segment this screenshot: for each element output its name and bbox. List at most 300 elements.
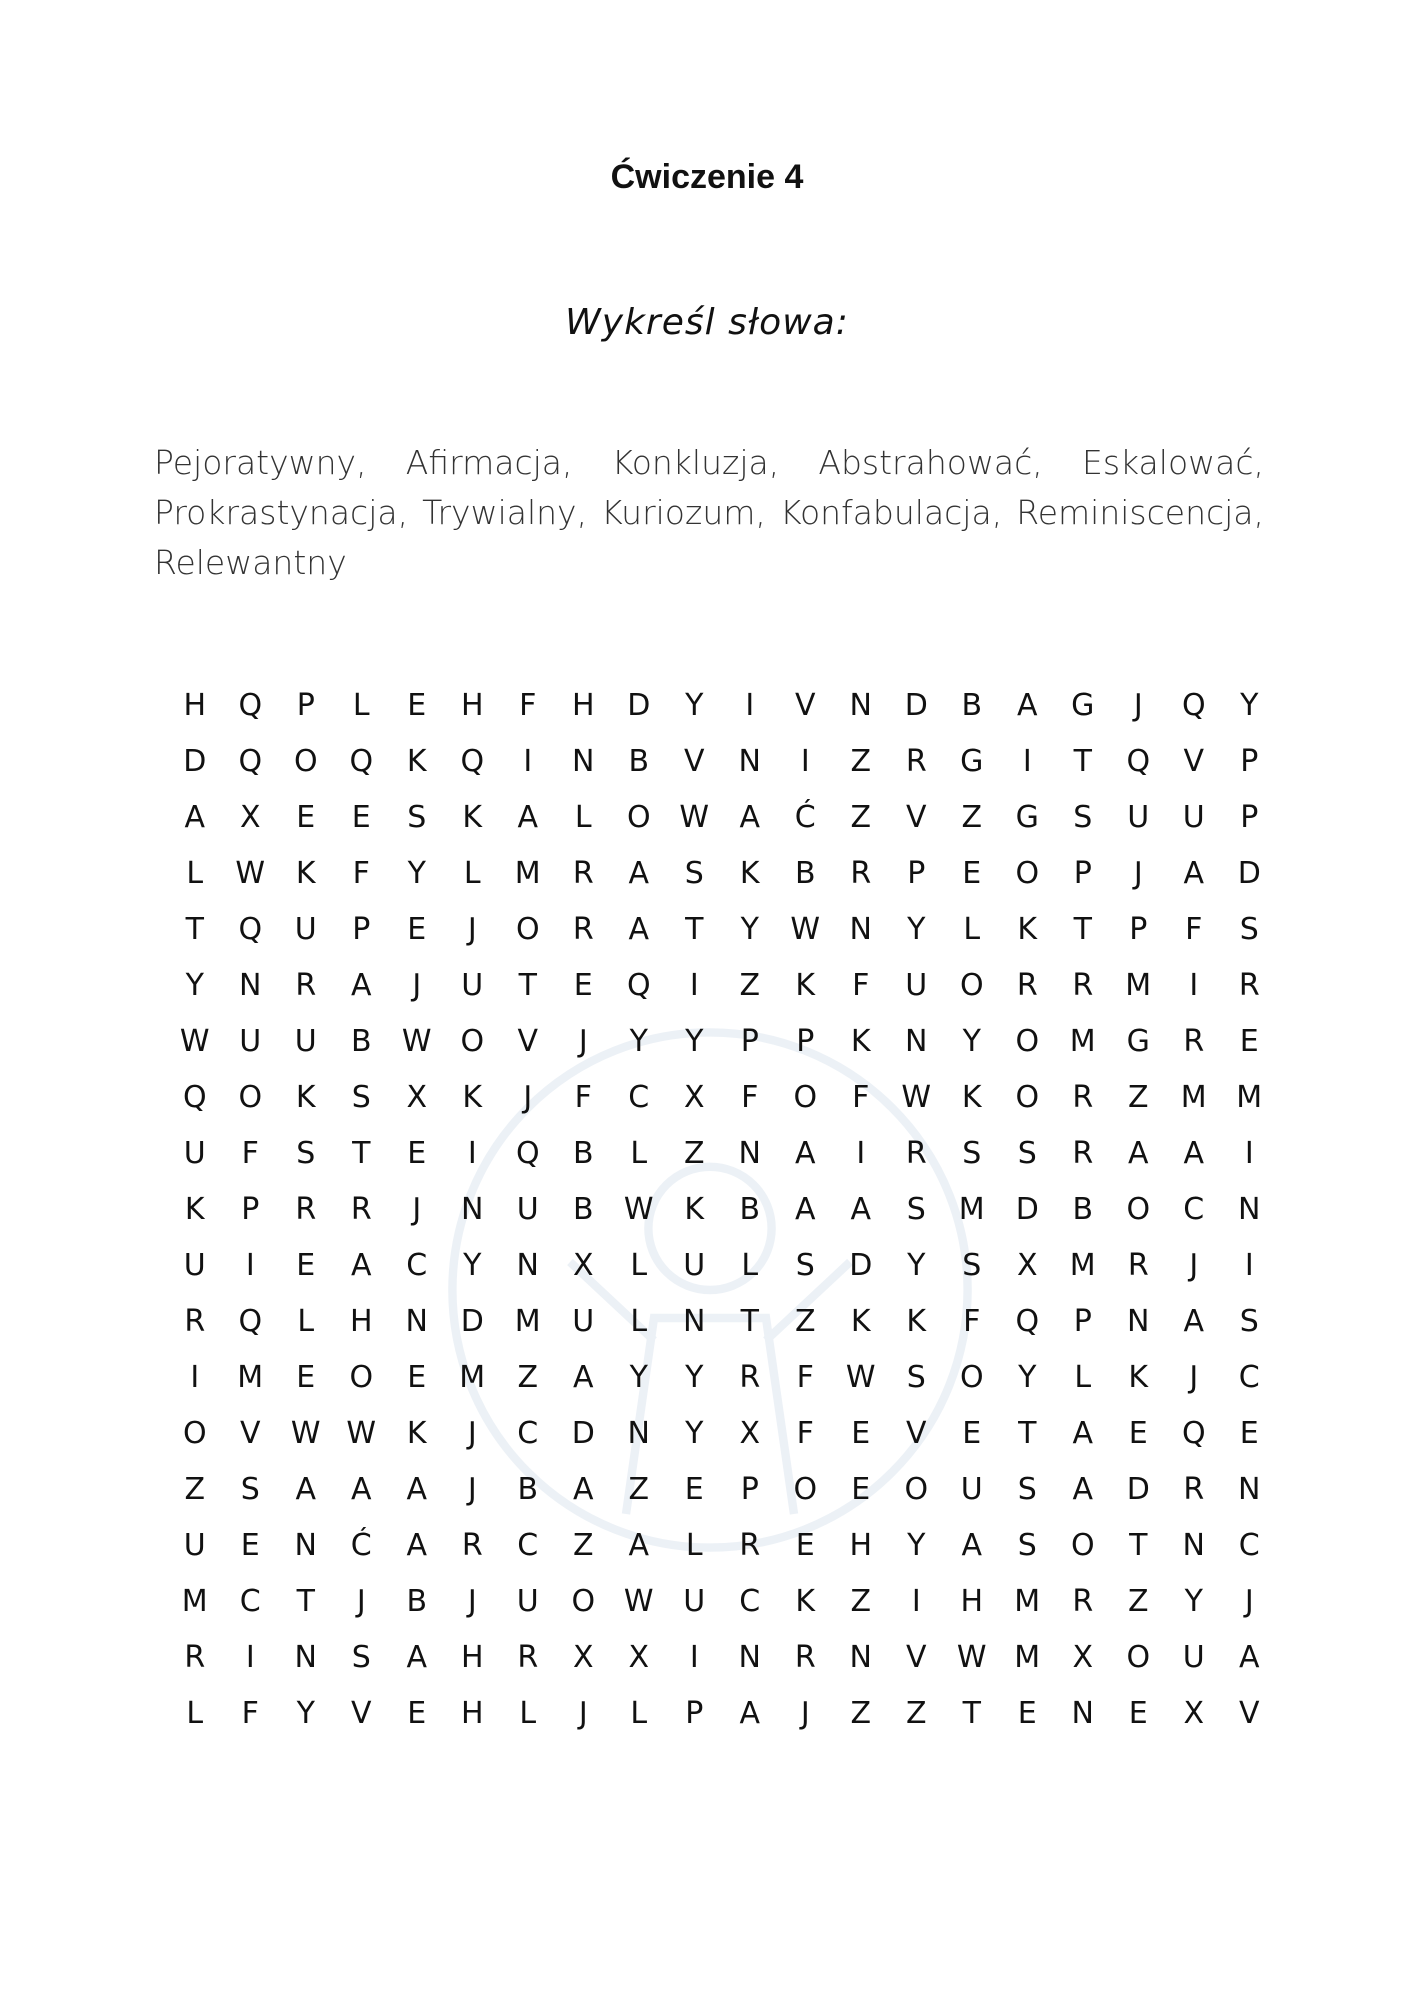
grid-cell[interactable]: T	[1073, 911, 1092, 947]
grid-cell[interactable]: Q	[238, 1303, 263, 1339]
grid-cell[interactable]: N	[849, 911, 872, 947]
grid-cell[interactable]: T	[352, 1135, 371, 1171]
grid-cell[interactable]: Z	[850, 1583, 872, 1619]
grid-cell[interactable]: P	[1073, 1303, 1092, 1339]
grid-cell[interactable]: R	[1072, 1079, 1094, 1115]
grid-cell[interactable]: J	[1133, 855, 1143, 891]
grid-cell[interactable]: E	[240, 1527, 260, 1563]
grid-cell[interactable]: R	[739, 1359, 761, 1395]
grid-cell[interactable]: K	[295, 855, 316, 891]
grid-cell[interactable]: E	[407, 1359, 427, 1395]
grid-cell[interactable]: L	[297, 1303, 315, 1339]
grid-cell[interactable]: M	[459, 1359, 486, 1395]
grid-cell[interactable]: G	[1015, 799, 1039, 835]
grid-cell[interactable]: N	[239, 967, 262, 1003]
grid-cell[interactable]: U	[461, 967, 484, 1003]
grid-cell[interactable]: L	[186, 855, 204, 891]
grid-cell[interactable]: I	[745, 687, 755, 723]
grid-cell[interactable]: R	[184, 1639, 206, 1675]
grid-cell[interactable]: O	[238, 1079, 263, 1115]
grid-cell[interactable]: P	[1240, 799, 1259, 835]
grid-cell[interactable]: R	[739, 1527, 761, 1563]
grid-cell[interactable]: R	[1072, 967, 1094, 1003]
grid-cell[interactable]: E	[407, 1135, 427, 1171]
grid-cell[interactable]: C	[1238, 1359, 1260, 1395]
grid-cell[interactable]: A	[406, 1527, 428, 1563]
grid-cell[interactable]: C	[628, 1079, 650, 1115]
grid-cell[interactable]: N	[849, 1639, 872, 1675]
grid-cell[interactable]: S	[351, 1639, 371, 1675]
grid-cell[interactable]: N	[683, 1303, 706, 1339]
grid-cell[interactable]: E	[1017, 1695, 1037, 1731]
grid-cell[interactable]: M	[1236, 1079, 1263, 1115]
grid-cell[interactable]: N	[461, 1191, 484, 1227]
grid-cell[interactable]: F	[241, 1695, 259, 1731]
grid-cell[interactable]: J	[467, 1471, 477, 1507]
grid-cell[interactable]: A	[406, 1639, 428, 1675]
grid-cell[interactable]: X	[1016, 1247, 1038, 1283]
grid-cell[interactable]: C	[517, 1527, 539, 1563]
grid-cell[interactable]: E	[1128, 1415, 1148, 1451]
grid-cell[interactable]: W	[290, 1415, 321, 1451]
grid-cell[interactable]: R	[517, 1639, 539, 1675]
grid-cell[interactable]: P	[685, 1695, 704, 1731]
grid-cell[interactable]: S	[962, 1247, 982, 1283]
grid-cell[interactable]: I	[1189, 967, 1199, 1003]
grid-cell[interactable]: M	[1125, 967, 1152, 1003]
grid-cell[interactable]: D	[1126, 1471, 1150, 1507]
grid-cell[interactable]: M	[1014, 1639, 1041, 1675]
grid-cell[interactable]: A	[350, 967, 372, 1003]
grid-cell[interactable]: Y	[629, 1359, 648, 1395]
grid-cell[interactable]: Y	[907, 1247, 926, 1283]
grid-cell[interactable]: X	[628, 1639, 650, 1675]
grid-cell[interactable]: A	[1183, 1135, 1205, 1171]
grid-cell[interactable]: Q	[238, 743, 263, 779]
grid-cell[interactable]: L	[1074, 1359, 1092, 1395]
grid-cell[interactable]: I	[523, 743, 533, 779]
grid-cell[interactable]: Z	[1127, 1079, 1149, 1115]
grid-cell[interactable]: Q	[626, 967, 651, 1003]
grid-cell[interactable]: Y	[685, 1023, 704, 1059]
grid-cell[interactable]: E	[1128, 1695, 1148, 1731]
grid-cell[interactable]: E	[407, 687, 427, 723]
grid-cell[interactable]: V	[517, 1023, 539, 1059]
grid-cell[interactable]: Z	[961, 799, 983, 835]
grid-cell[interactable]: U	[683, 1583, 706, 1619]
grid-cell[interactable]: N	[1238, 1191, 1261, 1227]
grid-cell[interactable]: E	[296, 799, 316, 835]
grid-cell[interactable]: D	[849, 1247, 873, 1283]
grid-cell[interactable]: S	[1017, 1471, 1037, 1507]
grid-cell[interactable]: M	[1014, 1583, 1041, 1619]
grid-cell[interactable]: I	[800, 743, 810, 779]
grid-cell[interactable]: H	[571, 687, 595, 723]
grid-cell[interactable]: U	[183, 1247, 206, 1283]
grid-cell[interactable]: T	[962, 1695, 981, 1731]
grid-cell[interactable]: Q	[238, 911, 263, 947]
grid-cell[interactable]: K	[406, 743, 427, 779]
grid-cell[interactable]: D	[183, 743, 207, 779]
grid-cell[interactable]: I	[467, 1135, 477, 1171]
grid-cell[interactable]: D	[627, 687, 651, 723]
grid-cell[interactable]: L	[741, 1247, 759, 1283]
grid-cell[interactable]: A	[572, 1471, 594, 1507]
grid-cell[interactable]: X	[572, 1247, 594, 1283]
grid-cell[interactable]: N	[516, 1247, 539, 1283]
grid-cell[interactable]: R	[572, 855, 594, 891]
grid-cell[interactable]: I	[856, 1135, 866, 1171]
grid-cell[interactable]: O	[1015, 1079, 1040, 1115]
grid-cell[interactable]: Y	[907, 911, 926, 947]
grid-cell[interactable]: N	[1071, 1695, 1094, 1731]
grid-cell[interactable]: S	[296, 1135, 316, 1171]
grid-cell[interactable]: V	[239, 1415, 261, 1451]
grid-cell[interactable]: J	[467, 1415, 477, 1451]
grid-cell[interactable]: L	[630, 1247, 648, 1283]
grid-cell[interactable]: Y	[685, 687, 704, 723]
grid-cell[interactable]: X	[1183, 1695, 1205, 1731]
grid-cell[interactable]: Y	[463, 1247, 482, 1283]
grid-cell[interactable]: S	[1017, 1135, 1037, 1171]
grid-cell[interactable]: Y	[1240, 687, 1259, 723]
grid-cell[interactable]: R	[1183, 1471, 1205, 1507]
grid-cell[interactable]: V	[683, 743, 705, 779]
grid-cell[interactable]: A	[572, 1359, 594, 1395]
grid-cell[interactable]: W	[790, 911, 821, 947]
grid-cell[interactable]: P	[296, 687, 315, 723]
grid-cell[interactable]: R	[295, 967, 317, 1003]
grid-cell[interactable]: T	[685, 911, 704, 947]
grid-cell[interactable]: K	[961, 1079, 982, 1115]
grid-cell[interactable]: A	[1016, 687, 1038, 723]
grid-cell[interactable]: N	[738, 1135, 761, 1171]
grid-cell[interactable]: H	[349, 1303, 373, 1339]
grid-cell[interactable]: D	[1237, 855, 1261, 891]
grid-cell[interactable]: F	[1185, 911, 1203, 947]
grid-cell[interactable]: C	[239, 1583, 261, 1619]
grid-cell[interactable]: A	[350, 1471, 372, 1507]
grid-cell[interactable]: L	[963, 911, 981, 947]
grid-cell[interactable]: A	[739, 1695, 761, 1731]
grid-cell[interactable]: O	[959, 967, 984, 1003]
grid-cell[interactable]: E	[1239, 1023, 1259, 1059]
grid-cell[interactable]: O	[959, 1359, 984, 1395]
grid-cell[interactable]: Q	[515, 1135, 540, 1171]
grid-cell[interactable]: N	[294, 1527, 317, 1563]
grid-cell[interactable]: U	[294, 1023, 317, 1059]
grid-cell[interactable]: P	[352, 911, 371, 947]
grid-cell[interactable]: U	[960, 1471, 983, 1507]
grid-cell[interactable]: A	[1183, 855, 1205, 891]
grid-cell[interactable]: Y	[185, 967, 204, 1003]
grid-cell[interactable]: J	[578, 1695, 588, 1731]
grid-cell[interactable]: V	[905, 1639, 927, 1675]
grid-cell[interactable]: P	[1240, 743, 1259, 779]
grid-cell[interactable]: S	[684, 855, 704, 891]
grid-cell[interactable]: P	[907, 855, 926, 891]
grid-cell[interactable]: Z	[572, 1527, 594, 1563]
grid-cell[interactable]: I	[1244, 1247, 1254, 1283]
grid-cell[interactable]: H	[460, 687, 484, 723]
grid-cell[interactable]: U	[905, 967, 928, 1003]
grid-cell[interactable]: Q	[349, 743, 374, 779]
grid-cell[interactable]: S	[1239, 911, 1259, 947]
grid-cell[interactable]: Z	[850, 799, 872, 835]
grid-cell[interactable]: O	[1015, 855, 1040, 891]
grid-cell[interactable]: O	[904, 1471, 929, 1507]
grid-cell[interactable]: B	[628, 743, 650, 779]
grid-cell[interactable]: N	[1238, 1471, 1261, 1507]
grid-cell[interactable]: R	[794, 1639, 816, 1675]
grid-cell[interactable]: J	[1133, 687, 1143, 723]
grid-cell[interactable]: W	[346, 1415, 377, 1451]
grid-cell[interactable]: S	[906, 1359, 926, 1395]
grid-cell[interactable]: M	[514, 1303, 541, 1339]
grid-cell[interactable]: P	[740, 1471, 759, 1507]
grid-cell[interactable]: Q	[1181, 1415, 1206, 1451]
grid-cell[interactable]: I	[1022, 743, 1032, 779]
grid-cell[interactable]: Y	[962, 1023, 981, 1059]
grid-cell[interactable]: F	[852, 967, 870, 1003]
grid-cell[interactable]: J	[1189, 1247, 1199, 1283]
grid-cell[interactable]: W	[179, 1023, 210, 1059]
grid-cell[interactable]: H	[460, 1695, 484, 1731]
grid-cell[interactable]: O	[793, 1079, 818, 1115]
grid-cell[interactable]: P	[1129, 911, 1148, 947]
grid-cell[interactable]: K	[462, 799, 483, 835]
grid-cell[interactable]: E	[573, 967, 593, 1003]
grid-cell[interactable]: T	[740, 1303, 759, 1339]
grid-cell[interactable]: B	[517, 1471, 539, 1507]
grid-cell[interactable]: J	[412, 1191, 422, 1227]
grid-cell[interactable]: M	[1069, 1247, 1096, 1283]
grid-cell[interactable]: B	[572, 1191, 594, 1227]
grid-cell[interactable]: R	[461, 1527, 483, 1563]
grid-cell[interactable]: Y	[1018, 1359, 1037, 1395]
grid-cell[interactable]: Y	[907, 1527, 926, 1563]
grid-cell[interactable]: N	[905, 1023, 928, 1059]
grid-cell[interactable]: S	[240, 1471, 260, 1507]
grid-cell[interactable]: J	[467, 911, 477, 947]
grid-cell[interactable]: U	[294, 911, 317, 947]
grid-cell[interactable]: T	[296, 1583, 315, 1619]
grid-cell[interactable]: P	[241, 1191, 260, 1227]
grid-cell[interactable]: E	[1239, 1415, 1259, 1451]
grid-cell[interactable]: A	[1072, 1415, 1094, 1451]
grid-cell[interactable]: N	[849, 687, 872, 723]
grid-cell[interactable]: N	[627, 1415, 650, 1451]
grid-cell[interactable]: R	[850, 855, 872, 891]
grid-cell[interactable]: R	[1072, 1583, 1094, 1619]
grid-cell[interactable]: K	[850, 1023, 871, 1059]
grid-cell[interactable]: X	[1072, 1639, 1094, 1675]
grid-cell[interactable]: Z	[517, 1359, 539, 1395]
grid-cell[interactable]: K	[406, 1415, 427, 1451]
grid-cell[interactable]: Y	[685, 1415, 704, 1451]
grid-cell[interactable]: E	[407, 1695, 427, 1731]
grid-cell[interactable]: I	[911, 1583, 921, 1619]
grid-cell[interactable]: U	[572, 1303, 595, 1339]
grid-cell[interactable]: P	[796, 1023, 815, 1059]
grid-cell[interactable]: G	[960, 743, 984, 779]
grid-cell[interactable]: R	[1072, 1135, 1094, 1171]
grid-cell[interactable]: R	[1016, 967, 1038, 1003]
grid-cell[interactable]: R	[1183, 1023, 1205, 1059]
grid-cell[interactable]: R	[572, 911, 594, 947]
grid-cell[interactable]: Q	[1181, 687, 1206, 723]
grid-cell[interactable]: Q	[460, 743, 485, 779]
grid-cell[interactable]: B	[572, 1135, 594, 1171]
grid-cell[interactable]: K	[184, 1191, 205, 1227]
grid-cell[interactable]: V	[1238, 1695, 1260, 1731]
grid-cell[interactable]: D	[904, 687, 928, 723]
grid-cell[interactable]: O	[1070, 1527, 1095, 1563]
grid-cell[interactable]: Z	[794, 1303, 816, 1339]
grid-cell[interactable]: O	[515, 911, 540, 947]
grid-cell[interactable]: Ć	[794, 799, 816, 835]
grid-cell[interactable]: E	[851, 1415, 871, 1451]
grid-cell[interactable]: B	[350, 1023, 372, 1059]
grid-cell[interactable]: X	[683, 1079, 705, 1115]
grid-cell[interactable]: L	[519, 1695, 537, 1731]
grid-cell[interactable]: K	[795, 967, 816, 1003]
grid-cell[interactable]: A	[350, 1247, 372, 1283]
grid-cell[interactable]: Y	[407, 855, 426, 891]
grid-cell[interactable]: E	[407, 911, 427, 947]
grid-cell[interactable]: Q	[1126, 743, 1151, 779]
grid-cell[interactable]: O	[349, 1359, 374, 1395]
grid-cell[interactable]: S	[962, 1135, 982, 1171]
grid-cell[interactable]: X	[406, 1079, 428, 1115]
grid-cell[interactable]: F	[852, 1079, 870, 1115]
grid-cell[interactable]: X	[572, 1639, 594, 1675]
grid-cell[interactable]: S	[906, 1191, 926, 1227]
grid-cell[interactable]: I	[190, 1359, 200, 1395]
grid-cell[interactable]: U	[1182, 799, 1205, 835]
grid-cell[interactable]: L	[685, 1527, 703, 1563]
grid-cell[interactable]: I	[245, 1639, 255, 1675]
grid-cell[interactable]: Z	[683, 1135, 705, 1171]
grid-cell[interactable]: N	[572, 743, 595, 779]
grid-cell[interactable]: J	[356, 1583, 366, 1619]
grid-cell[interactable]: K	[1128, 1359, 1149, 1395]
grid-cell[interactable]: P	[1073, 855, 1092, 891]
grid-cell[interactable]: A	[1127, 1135, 1149, 1171]
grid-cell[interactable]: R	[1127, 1247, 1149, 1283]
grid-cell[interactable]: Y	[685, 1359, 704, 1395]
grid-cell[interactable]: Y	[629, 1023, 648, 1059]
grid-cell[interactable]: F	[796, 1359, 814, 1395]
grid-cell[interactable]: O	[1126, 1639, 1151, 1675]
grid-cell[interactable]: F	[741, 1079, 759, 1115]
grid-cell[interactable]: J	[1244, 1583, 1254, 1619]
grid-cell[interactable]: J	[467, 1583, 477, 1619]
grid-cell[interactable]: E	[795, 1527, 815, 1563]
grid-cell[interactable]: L	[186, 1695, 204, 1731]
grid-cell[interactable]: L	[574, 799, 592, 835]
grid-cell[interactable]: N	[1127, 1303, 1150, 1339]
grid-cell[interactable]: N	[738, 743, 761, 779]
grid-cell[interactable]: X	[239, 799, 261, 835]
grid-cell[interactable]: S	[1073, 799, 1093, 835]
grid-cell[interactable]: O	[182, 1415, 207, 1451]
grid-cell[interactable]: O	[293, 743, 318, 779]
grid-cell[interactable]: B	[1072, 1191, 1094, 1227]
grid-cell[interactable]: C	[739, 1583, 761, 1619]
grid-cell[interactable]: O	[460, 1023, 485, 1059]
grid-cell[interactable]: F	[352, 855, 370, 891]
grid-cell[interactable]: W	[956, 1639, 987, 1675]
grid-cell[interactable]: L	[630, 1695, 648, 1731]
grid-cell[interactable]: Ć	[350, 1527, 372, 1563]
grid-cell[interactable]: Z	[628, 1471, 650, 1507]
grid-cell[interactable]: A	[961, 1527, 983, 1563]
grid-cell[interactable]: J	[800, 1695, 810, 1731]
grid-cell[interactable]: W	[235, 855, 266, 891]
grid-cell[interactable]: U	[183, 1527, 206, 1563]
grid-cell[interactable]: M	[958, 1191, 985, 1227]
grid-cell[interactable]: A	[739, 799, 761, 835]
grid-cell[interactable]: V	[1183, 743, 1205, 779]
grid-cell[interactable]: I	[245, 1247, 255, 1283]
grid-cell[interactable]: V	[905, 1415, 927, 1451]
grid-cell[interactable]: Q	[1015, 1303, 1040, 1339]
grid-cell[interactable]: E	[351, 799, 371, 835]
grid-cell[interactable]: U	[516, 1191, 539, 1227]
grid-cell[interactable]: A	[628, 1527, 650, 1563]
grid-cell[interactable]: C	[406, 1247, 428, 1283]
grid-cell[interactable]: K	[739, 855, 760, 891]
grid-cell[interactable]: A	[794, 1191, 816, 1227]
grid-cell[interactable]: S	[351, 1079, 371, 1115]
grid-cell[interactable]: I	[1244, 1135, 1254, 1171]
grid-cell[interactable]: H	[849, 1527, 873, 1563]
grid-cell[interactable]: L	[352, 687, 370, 723]
grid-cell[interactable]: T	[518, 967, 537, 1003]
grid-cell[interactable]: K	[295, 1079, 316, 1115]
grid-cell[interactable]: Z	[739, 967, 761, 1003]
grid-cell[interactable]: L	[463, 855, 481, 891]
grid-cell[interactable]: M	[1180, 1079, 1207, 1115]
grid-cell[interactable]: K	[462, 1079, 483, 1115]
grid-cell[interactable]: G	[1126, 1023, 1150, 1059]
grid-cell[interactable]: A	[794, 1135, 816, 1171]
grid-cell[interactable]: R	[1238, 967, 1260, 1003]
grid-cell[interactable]: U	[1182, 1639, 1205, 1675]
grid-cell[interactable]: M	[514, 855, 541, 891]
grid-cell[interactable]: A	[295, 1471, 317, 1507]
grid-cell[interactable]: W	[401, 1023, 432, 1059]
grid-cell[interactable]: A	[517, 799, 539, 835]
grid-cell[interactable]: E	[684, 1471, 704, 1507]
grid-cell[interactable]: Z	[1127, 1583, 1149, 1619]
grid-cell[interactable]: W	[901, 1079, 932, 1115]
grid-cell[interactable]: R	[295, 1191, 317, 1227]
grid-cell[interactable]: R	[350, 1191, 372, 1227]
grid-cell[interactable]: U	[1127, 799, 1150, 835]
grid-cell[interactable]: Q	[182, 1079, 207, 1115]
grid-cell[interactable]: Z	[850, 1695, 872, 1731]
grid-cell[interactable]: D	[571, 1415, 595, 1451]
grid-cell[interactable]: Z	[184, 1471, 206, 1507]
grid-cell[interactable]: T	[1073, 743, 1092, 779]
grid-cell[interactable]: M	[1069, 1023, 1096, 1059]
grid-cell[interactable]: Y	[740, 911, 759, 947]
grid-cell[interactable]: N	[405, 1303, 428, 1339]
grid-cell[interactable]: A	[406, 1471, 428, 1507]
grid-cell[interactable]: A	[628, 911, 650, 947]
